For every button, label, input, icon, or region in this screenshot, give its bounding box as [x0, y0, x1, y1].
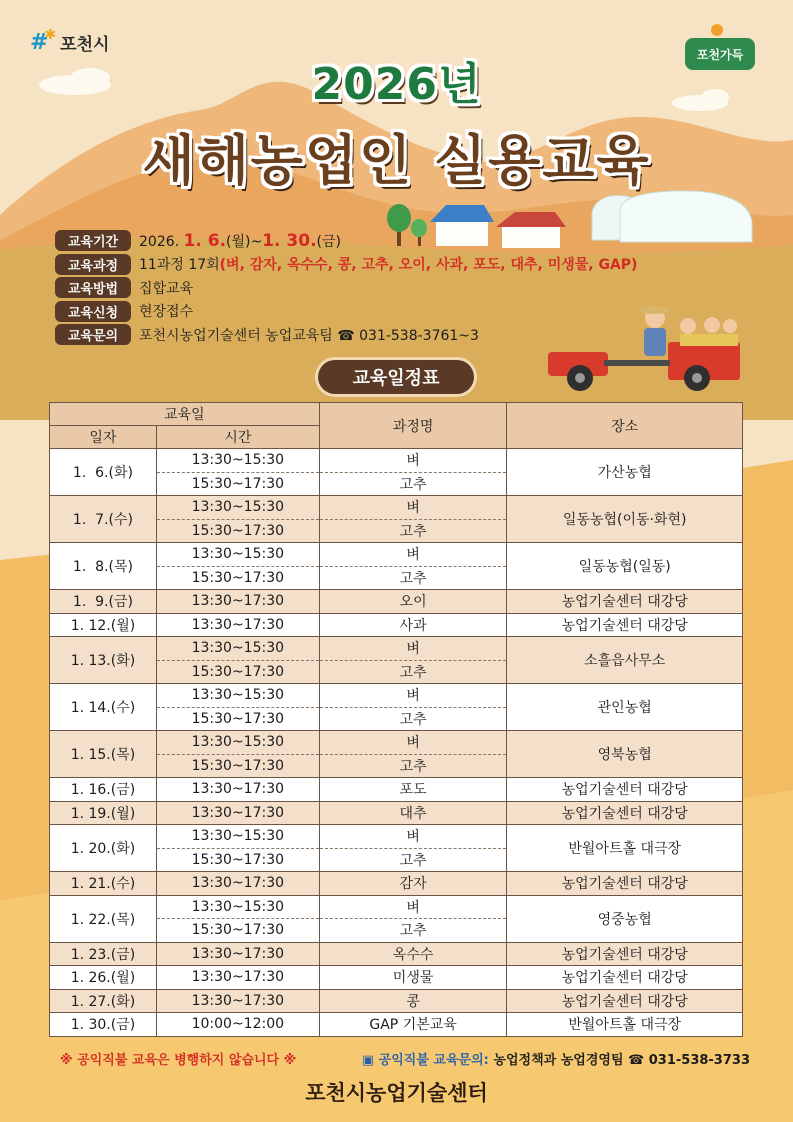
cell-date: 1. 16.(금) [50, 778, 157, 802]
cell-course: 미생물 [319, 966, 507, 990]
cell-place: 일동농협(일동) [507, 543, 743, 590]
info-text: 2026. [139, 233, 184, 250]
cell-place: 농업기술센터 대강당 [507, 778, 743, 802]
cell-course: 고추 [319, 472, 507, 496]
cell-place: 농업기술센터 대강당 [507, 966, 743, 990]
info-value [139, 231, 341, 251]
info-row-period [55, 229, 637, 253]
info-row-courses [55, 253, 637, 277]
cell-date: 1. 7.(수) [50, 496, 157, 543]
schedule-table [49, 402, 743, 1037]
cell-course: 옥수수 [319, 942, 507, 966]
cell-time: 15:30~17:30 [156, 919, 319, 943]
cell-time: 13:30~17:30 [156, 778, 319, 802]
cell-date: 1. 14.(수) [50, 684, 157, 731]
info-highlight: 1. 6. [183, 230, 227, 251]
cell-date: 1. 20.(화) [50, 825, 157, 872]
note-right-label: ▣ 공익직불 교육문의: [361, 1053, 489, 1068]
cell-course: 벼 [319, 825, 507, 849]
cell-place: 영북농협 [507, 731, 743, 778]
cell-course: GAP 기본교육 [319, 1013, 507, 1037]
cell-course: 고추 [319, 519, 507, 543]
cell-place: 농업기술센터 대강당 [507, 801, 743, 825]
info-text: (금) [316, 233, 341, 250]
hash-icon: # [30, 30, 49, 55]
cell-course: 감자 [319, 872, 507, 896]
cell-place: 농업기술센터 대강당 [507, 613, 743, 637]
table-row [50, 966, 743, 990]
header-course: 과정명 [319, 403, 507, 449]
cell-course: 벼 [319, 496, 507, 520]
cell-time: 13:30~17:30 [156, 942, 319, 966]
cell-date: 1. 9.(금) [50, 590, 157, 614]
cell-place: 관인농협 [507, 684, 743, 731]
table-row [50, 613, 743, 637]
cell-course: 포도 [319, 778, 507, 802]
info-label: 교육과정 [55, 254, 131, 275]
table-row [50, 590, 743, 614]
cell-course: 사과 [319, 613, 507, 637]
cell-time: 15:30~17:30 [156, 566, 319, 590]
table-row [50, 801, 743, 825]
info-text: 11과정 17회 [139, 257, 220, 274]
cell-place: 농업기술센터 대강당 [507, 872, 743, 896]
info-row-method [55, 276, 637, 300]
cell-time: 10:00~12:00 [156, 1013, 319, 1037]
cell-place: 반월아트홀 대극장 [507, 1013, 743, 1037]
table-row [50, 895, 743, 919]
cell-course: 고추 [319, 919, 507, 943]
table-row [50, 872, 743, 896]
table-row [50, 684, 743, 708]
cell-date: 1. 15.(목) [50, 731, 157, 778]
table-row [50, 989, 743, 1013]
cell-time: 13:30~15:30 [156, 895, 319, 919]
cell-time: 13:30~17:30 [156, 872, 319, 896]
table-row [50, 1013, 743, 1037]
pocheon-brand-logo: 포천가득 [685, 38, 755, 70]
cell-time: 13:30~15:30 [156, 543, 319, 567]
sun-icon [711, 24, 723, 36]
cell-time: 13:30~15:30 [156, 825, 319, 849]
cell-date: 1. 13.(화) [50, 637, 157, 684]
info-label: 교육기간 [55, 230, 131, 251]
cell-place: 반월아트홀 대극장 [507, 825, 743, 872]
cell-place: 가산농협 [507, 449, 743, 496]
cell-date: 1. 19.(월) [50, 801, 157, 825]
table-row [50, 778, 743, 802]
cell-course: 벼 [319, 543, 507, 567]
cell-time: 13:30~17:30 [156, 966, 319, 990]
info-value: 집합교육 [139, 280, 194, 297]
cell-time: 13:30~17:30 [156, 613, 319, 637]
note-left: ※ 공익직불 교육은 병행하지 않습니다 ※ [60, 1053, 297, 1068]
cell-time: 15:30~17:30 [156, 754, 319, 778]
info-highlight: (벼, 감자, 옥수수, 콩, 고추, 오이, 사과, 포도, 대추, 미생물, GAP) [219, 257, 638, 274]
cell-course: 고추 [319, 707, 507, 731]
cell-place: 소흘읍사무소 [507, 637, 743, 684]
note-right [362, 1049, 750, 1068]
info-label: 교육신청 [55, 301, 131, 322]
cell-date: 1. 21.(수) [50, 872, 157, 896]
cell-course: 벼 [319, 895, 507, 919]
header-time: 시간 [156, 426, 319, 449]
cell-course: 고추 [319, 754, 507, 778]
header-date: 일자 [50, 426, 157, 449]
info-row-contact [55, 323, 637, 347]
cell-time: 13:30~15:30 [156, 637, 319, 661]
info-value: 현장접수 [139, 304, 194, 321]
title-main: 새해농업인 실용교육 [142, 129, 651, 192]
cell-place: 농업기술센터 대강당 [507, 989, 743, 1013]
schedule-body [50, 449, 743, 1037]
table-row [50, 942, 743, 966]
cell-time: 15:30~17:30 [156, 848, 319, 872]
note-right-value: 농업정책과 농업경영팀 ☎ 031-538-3733 [493, 1053, 750, 1068]
cell-time: 15:30~17:30 [156, 472, 319, 496]
table-row [50, 731, 743, 755]
cell-date: 1. 23.(금) [50, 942, 157, 966]
title-year: 2026년 [311, 59, 482, 110]
info-label: 교육방법 [55, 277, 131, 298]
footer-organization: 포천시농업기술센터 [305, 1081, 488, 1105]
cell-place: 농업기술센터 대강당 [507, 590, 743, 614]
cell-time: 13:30~15:30 [156, 731, 319, 755]
cell-course: 벼 [319, 449, 507, 473]
cell-place: 일동농협(이동·화현) [507, 496, 743, 543]
info-label: 교육문의 [55, 324, 131, 345]
cell-time: 13:30~15:30 [156, 449, 319, 473]
cell-time: 13:30~17:30 [156, 989, 319, 1013]
cell-course: 벼 [319, 637, 507, 661]
info-value: 포천시농업기술센터 농업교육팀 ☎ 031-538-3761~3 [139, 327, 479, 344]
cell-date: 1. 30.(금) [50, 1013, 157, 1037]
schedule-title: 교육일정표 [318, 360, 474, 394]
table-row [50, 449, 743, 473]
header-place: 장소 [507, 403, 743, 449]
cell-time: 13:30~15:30 [156, 684, 319, 708]
table-row [50, 496, 743, 520]
cell-date: 1. 27.(화) [50, 989, 157, 1013]
cell-time: 15:30~17:30 [156, 660, 319, 684]
table-row [50, 637, 743, 661]
cell-course: 고추 [319, 848, 507, 872]
cell-course: 벼 [319, 731, 507, 755]
header-edu-day: 교육일 [50, 403, 320, 426]
cell-date: 1. 26.(월) [50, 966, 157, 990]
cell-time: 13:30~17:30 [156, 590, 319, 614]
info-highlight: 1. 30. [262, 230, 317, 251]
cell-course: 대추 [319, 801, 507, 825]
cell-date: 1. 8.(목) [50, 543, 157, 590]
cell-course: 고추 [319, 660, 507, 684]
cell-date: 1. 6.(화) [50, 449, 157, 496]
notes [60, 1049, 750, 1068]
cell-date: 1. 12.(월) [50, 613, 157, 637]
cell-place: 농업기술센터 대강당 [507, 942, 743, 966]
logo-left-text: 포천시 [60, 35, 110, 55]
cell-date: 1. 22.(목) [50, 895, 157, 942]
cell-time: 13:30~15:30 [156, 496, 319, 520]
table-row [50, 825, 743, 849]
info-row-apply [55, 300, 637, 324]
cell-course: 콩 [319, 989, 507, 1013]
cell-course: 오이 [319, 590, 507, 614]
cell-time: 15:30~17:30 [156, 707, 319, 731]
cell-time: 13:30~17:30 [156, 801, 319, 825]
cell-place: 영중농협 [507, 895, 743, 942]
cell-course: 벼 [319, 684, 507, 708]
table-row [50, 543, 743, 567]
cell-course: 고추 [319, 566, 507, 590]
info-value [139, 254, 637, 274]
star-icon: ✱ [44, 26, 57, 43]
info-text: (월)~ [226, 233, 263, 250]
info-section [55, 229, 637, 347]
cell-time: 15:30~17:30 [156, 519, 319, 543]
